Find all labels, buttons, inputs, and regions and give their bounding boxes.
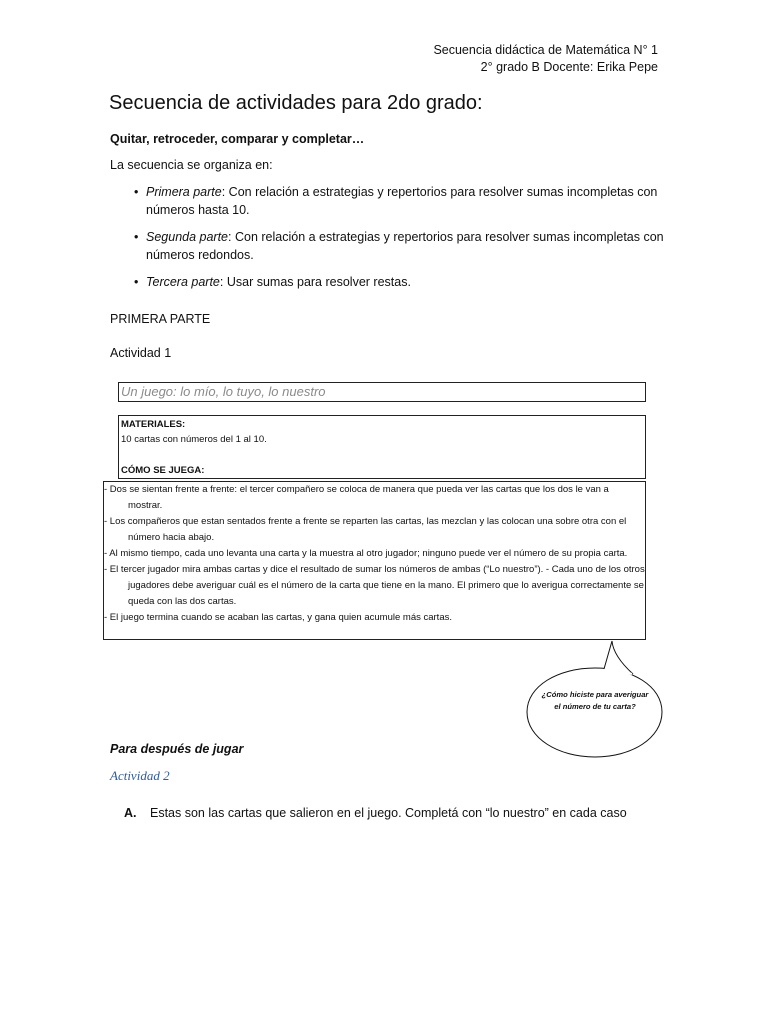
part-name: Segunda parte (146, 230, 229, 244)
part-text: : Usar sumas para resolver restas. (219, 275, 411, 289)
part-name: Tercera parte (146, 275, 220, 289)
list-item (110, 274, 670, 292)
game-title-box (118, 382, 646, 402)
part-text: : Con relación a estrategias y repertorios para resolver sumas incompletas con números redondos. (146, 230, 664, 262)
bubble-line-2: el número de tu carta? (554, 702, 636, 711)
header-line-2: 2° grado B Docente: Erika Pepe (480, 60, 658, 74)
materials-box (118, 415, 646, 479)
materials-text: 10 cartas con números del 1 al 10. (121, 434, 267, 445)
activity-1-heading: Actividad 1 (110, 346, 172, 360)
document-header (433, 42, 658, 76)
rules-box (103, 481, 646, 640)
rule-item: - Al mismo tiempo, cada uno levanta una carta y la muestra al otro jugador; ninguno puede ver el número de su propia carta. (104, 548, 628, 559)
rules-list (104, 482, 645, 626)
bubble-line-1: ¿Cómo hiciste para averiguar (541, 690, 649, 699)
parts-list (110, 184, 670, 302)
item-letter: A. (124, 806, 137, 820)
rule-item: - El juego termina cuando se acaban las cartas, y gana quien acumule más cartas. (104, 612, 452, 623)
subtitle: Quitar, retroceder, comparar y completar… (110, 132, 365, 146)
rule-item: - El tercer jugador mira ambas cartas y dice el resultado de sumar los números de ambas (“Lo nuestro”). - Cada uno de los otros jugadores debe averiguar cuál es el número de la carta que tiene en la mano. El primero que lo averigua correctamente se queda con las dos cartas. (104, 564, 645, 607)
activity-2-heading: Actividad 2 (110, 768, 170, 783)
speech-bubble-text (526, 689, 664, 713)
part-name: Primera parte (146, 185, 222, 199)
page-title: Secuencia de actividades para 2do grado: (109, 92, 483, 114)
item-a (124, 806, 627, 820)
part-text: : Con relación a estrategias y repertorios para resolver sumas incompletas con números hasta 10. (146, 185, 658, 217)
after-game-heading: Para después de jugar (110, 742, 244, 756)
header-line-1: Secuencia didáctica de Matemática N° 1 (433, 43, 658, 57)
game-title: Un juego: lo mío, lo tuyo, lo nuestro (121, 384, 326, 399)
rule-item: - Los compañeros que estan sentados frente a frente se reparten las cartas, las mezclan y las colocan una sobre otra con el número hacia abajo. (104, 516, 627, 543)
intro-text: La secuencia se organiza en: (110, 158, 273, 172)
list-item (110, 229, 670, 264)
materials-label: MATERIALES: (121, 419, 186, 430)
list-item (110, 184, 670, 219)
rule-item: - Dos se sientan frente a frente: el tercer compañero se coloca de manera que pueda ver las cartas que los dos le van a mostrar. (104, 484, 609, 511)
section-heading: PRIMERA PARTE (110, 312, 211, 326)
item-text: Estas son las cartas que salieron en el juego. Completá con “lo nuestro” en cada caso (150, 806, 627, 820)
how-to-play-label: CÓMO SE JUEGA: (121, 465, 205, 476)
